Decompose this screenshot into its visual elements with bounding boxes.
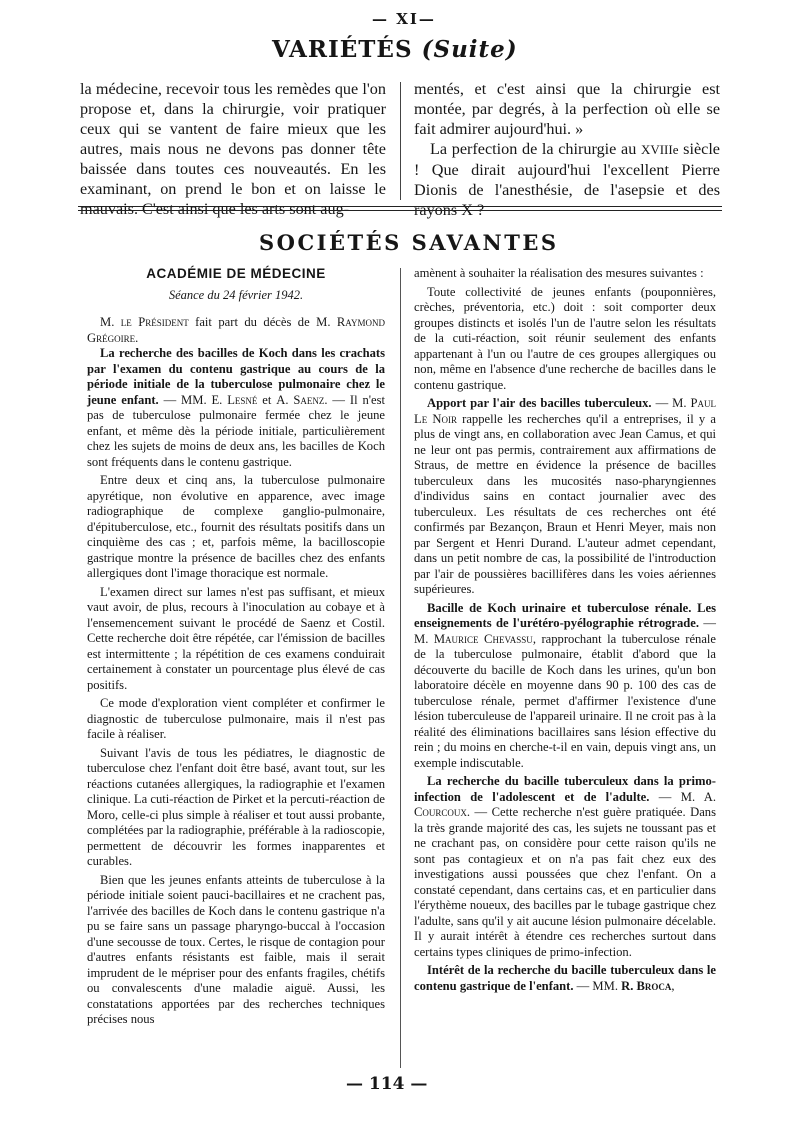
paragraph: amènent à souhaiter la réalisation des mesures suivantes : <box>414 266 704 280</box>
author-name: Courcoux <box>414 805 467 819</box>
paper-body: , <box>671 978 675 993</box>
paper-title: Bacille de Koch urinaire et tuberculose rénale. Les enseignements de l'urétéro-pyélographie rétrograde. <box>414 600 716 630</box>
author-name: Maurice Chevassu <box>433 631 533 646</box>
right-column <box>414 266 716 994</box>
paper-body: rappelle les recherches qu'il a entreprises, il y a plus de vingt ans, en collaboration avec Jean Camus, et qui ne leur ont pas permis, contrairement aux affirmations de Straus, de mettre en évidence la présence de bacilles tuberculeux dans les mucosités naso-pharyngiennes d'individus sains en contact journalier avec des tuberculeux. Les résultats de ces recherches ont été confirmés par Bezançon, Braun et Henri Meyer, mais non par Sergent et Henri Durand. L'auteur admet cependant, dans un petit nombre de cas, la possibilité de l'introduction par l'air de poussières bacillifères dans les voies aériennes supérieures. <box>414 411 716 596</box>
paragraph: Toute collectivité de jeunes enfants (pouponnières, crèches, préventoria, etc.) doit : soit comporter deux groupes distincts et isolés l'un de l'autre selon les résultats de la cuti-réaction, soit réunir seulement des enfants appartenant à l'un ou l'autre de ces groupes allergiques ou non, même en l'absence d'une recherche de bacilles dans le contenu gastrique. <box>414 284 716 392</box>
varietes-right-column <box>414 79 720 220</box>
author-name: A. Saenz <box>276 392 325 407</box>
varietes-left-text: la médecine, recevoir tous les remèdes que l'on propose et, dans la chirurgie, voir pratiquer ceux qui se vantent de faire mieux que les autres, mais nous ne devons pas donner tête baissée dans toutes ces nouveautés. En les examinant, on prend le bon et on laisse le mauvais. C'est ainsi que les arts sont aug- <box>80 80 386 218</box>
section-title-suite: (Suite) <box>421 36 518 63</box>
section-title-text: VARIÉTÉS <box>272 36 413 63</box>
paper-body: . — Il n'est pas de tuberculose pulmonaire fermée chez le jeune enfant, et même dès la période initiale, particulièrement chez les sujets de moins de deux ans, les bacilles de Koch sont fréquents dans le contenu gastrique. <box>87 392 386 469</box>
varietes-right-p2-end: siècle ! Que dirait aujourd'hui l'excellent Pierre Dionis de l'anesthésie, de l'asepsie et des rayons X ? <box>414 140 720 219</box>
paper-courcoux <box>414 774 716 960</box>
section-title-varietes <box>272 36 518 63</box>
century-numeral: XVIIIe <box>640 142 679 157</box>
paper-title: Apport par l'air des bacilles tuberculeux. <box>427 396 652 410</box>
paper-le-noir <box>414 396 716 598</box>
paper-chevassu <box>414 601 716 772</box>
varietes-right-paragraph-1: mentés, et c'est ainsi que la chirurgie est montée, par degrés, à la perfection où elle se fait admirer aujourd'hui. » <box>414 80 720 138</box>
paragraph: Suivant l'avis de tous les pédiatres, le diagnostic de tuberculose chez l'enfant doit être basé, avant tout, sur les réactions cutanées allergiques, la radiographie et l'examen clinique. La cuti-réaction de Pirket et la percuti-réaction de Moro, celle-ci plus simple à réaliser et tout aussi probante, complétées par la radiographie, préférable à la radioscopie, permettent de découvrir les formes inapparentes et curables. <box>87 745 385 868</box>
paper-title: La recherche du bacille tuberculeux dans la primo-infection de l'adolescent et de l'adulte. <box>414 774 716 804</box>
deceased-name: Raymond Grégoire <box>87 315 385 345</box>
paragraph: Ce mode d'exploration vient compléter et confirmer le diagnostic de tuberculose pulmonaire, mais il n'est pas facile à réaliser. <box>87 696 385 741</box>
paragraph: L'examen direct sur lames n'est pas suffisant, et mieux vaut avoir, de plus, recours à l'inoculation au cobaye et à l'ensemencement suivant le procédé de Saenz et Costil. Cette recherche doit être répétée, car l'émission de bacilles est intermittente ; la répétition de ces examens conduirait certainement à constater un pourcentage plus élevé de cas positifs. <box>87 584 385 692</box>
paper-title: Intérêt de la recherche du bacille tuberculeux dans le contenu gastrique de l'enfant. <box>414 963 716 993</box>
paper-title: La recherche des bacilles de Koch dans les crachats par l'examen du contenu gastrique au cours de la période initiale de la tuberculose pulmonaire chez le jeune enfant. <box>87 346 385 407</box>
authors-join: et <box>257 392 277 407</box>
varietes-right-p2-start: La perfection de la chirurgie au <box>430 140 641 158</box>
left-column <box>87 266 385 1028</box>
section-rule-1 <box>78 206 722 207</box>
authors-prefix: — MM. <box>573 978 622 993</box>
authors-prefix: — M. <box>414 616 716 646</box>
paper-body: , rapprochant la tuberculose rénale de la tuberculose pulmonaire, établit d'abord que la découverte du bacille de Koch dans les urines, qu'un bon laboratoire décèle en moyenne dans 90 p. 100 des cas de tuberculose rénale, permet d'affirmer l'existence d'une lésion tuberculeuse de l'appareil urinaire. Il ne croit pas à la réalité des éliminations bacillaires sans lésion effective du rein ; du moins en cherche-t-il en vain, depuis vingt ans, un exemple indiscutable. <box>414 631 717 770</box>
section-rule-2 <box>78 210 722 211</box>
author-name: Paul Le Noir <box>414 396 717 426</box>
paragraph: Bien que les jeunes enfants atteints de tuberculose à la période initiale soient pauci-bacillaires et ne crachent pas, l'arrivée des bacilles de Koch dans le contenu gastrique n'a pu se faire sans un passage pharyngo-buccal à l'occasion d'une secousse de toux. Certes, le risque de contagion pour d'autres enfants résistants est faible, mais il serait imprudent de le mépriser pour des enfants fragiles, chétifs ou convalescents d'une maladie aiguë. Aussi, les constatations apportées par des recherches techniques précises nous <box>87 872 385 1026</box>
session-date: Séance du 24 février 1942. <box>168 287 304 302</box>
president-label: le Président <box>120 315 189 329</box>
section-title-societes: SOCIÉTÉS SAVANTES <box>259 230 559 255</box>
varietes-right-paragraph-2 <box>414 139 720 220</box>
author-name: E. Lesné <box>211 392 258 407</box>
page-number: — 114 — <box>346 1074 428 1094</box>
authors-prefix: — M. A. <box>649 789 717 804</box>
announcement-start: M. <box>100 315 121 329</box>
column-divider-top <box>400 82 401 200</box>
author-name: R. Broca <box>621 978 672 993</box>
varietes-left-column <box>80 79 386 219</box>
announcement-mid: fait part du décès de M. <box>188 315 337 329</box>
academy-heading: ACADÉMIE DE MÉDECINE <box>146 266 326 281</box>
announcement-paragraph <box>87 315 385 346</box>
column-divider <box>400 268 401 1068</box>
paper-lesne-saenz <box>87 346 385 470</box>
paragraph: Entre deux et cinq ans, la tuberculose pulmonaire apyrétique, non évolutive en apparence, avec image radiographique de complexe ganglio-pulmonaire, d'épituberculose, etc., fournit des résultats positifs dans un cinquième des cas ; et, parfois même, la bacilloscopie gastrique montre la présence de bacilles chez des enfants allergiques dont l'image thoracique est normale. <box>87 473 385 580</box>
paper-broca <box>414 963 716 994</box>
authors-prefix: — M. <box>651 396 691 410</box>
roman-page-number: — XI— <box>372 10 436 28</box>
paper-body: . — Cette recherche n'est guère pratiquée. Dans la très grande majorité des cas, les sujets ne toussant pas et ne crachant pas, on considère pour cette raison qu'ils ne sont pas contagieux et on n'a pas fait chez eux des investigations aussi poussées que chez l'enfant. On a constaté cependant, dans certains cas, et en particulier dans l'érythème noueux, des bacilles par le tubage gastrique chez l'adulte, sans qu'il y ait aucune lésion pulmonaire décelable. Il y aurait intérêt à étendre ces recherches surtout dans certains types cliniques de primo-infection. <box>414 805 716 959</box>
authors-prefix: — MM. <box>158 392 212 407</box>
announcement-end: . <box>135 330 139 345</box>
